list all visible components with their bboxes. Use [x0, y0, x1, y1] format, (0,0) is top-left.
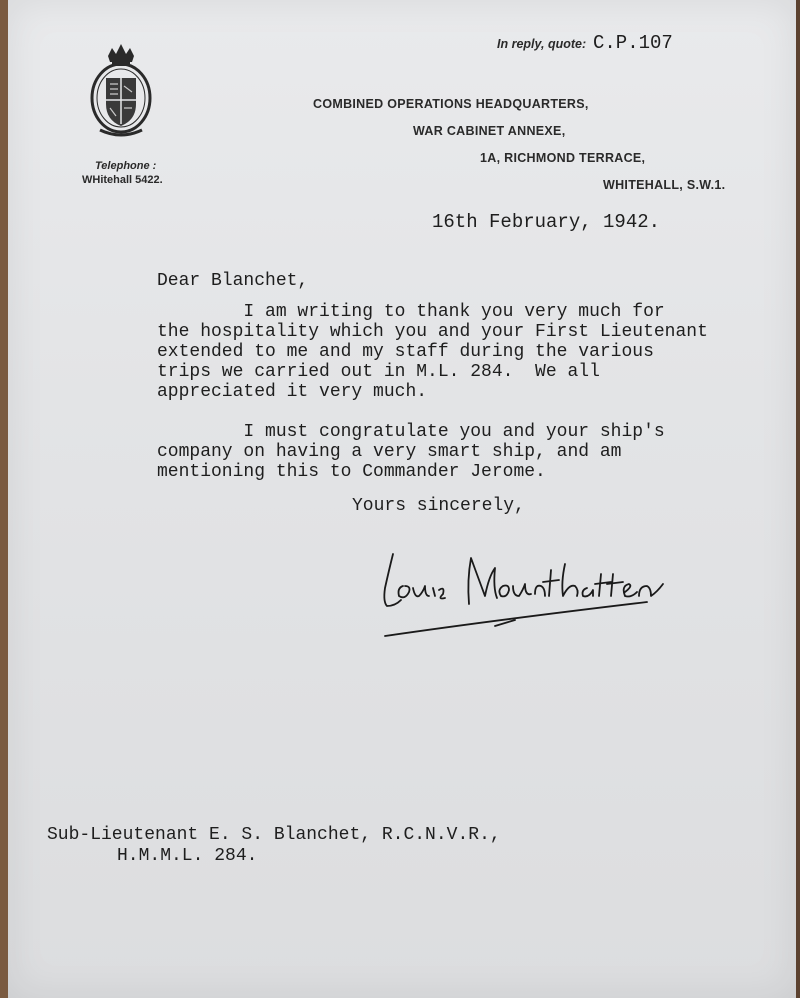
addressee-line-2: H.M.M.L. 284. [117, 846, 258, 866]
body-paragraph-2: I must congratulate you and your ship's company on having a very smart ship, and am mentioning this to Commander Jerome. [157, 422, 665, 482]
letter-date: 16th February, 1942. [432, 211, 661, 233]
letterhead-line-2: WAR CABINET ANNEXE, [413, 124, 566, 138]
addressee-line-1: Sub-Lieutenant E. S. Blanchet, R.C.N.V.R., [47, 825, 501, 845]
reference-label: In reply, quote: [497, 37, 587, 51]
royal-coat-of-arms-icon [86, 42, 156, 142]
handwritten-signature [375, 540, 675, 640]
salutation: Dear Blanchet, [157, 271, 309, 291]
telephone-label: Telephone : [95, 160, 157, 172]
body-paragraph-1: I am writing to thank you very much for the hospitality which you and your First Lieutenant extended to me and my staff during the various trips we carried out in M.L. 284. We all appreciated it very much. [157, 302, 708, 402]
letterhead-line-4: WHITEHALL, S.W.1. [603, 178, 726, 192]
letterhead-line-3: 1A, RICHMOND TERRACE, [480, 151, 646, 165]
letterhead-line-1: COMBINED OPERATIONS HEADQUARTERS, [313, 97, 589, 111]
closing: Yours sincerely, [352, 496, 525, 516]
reference-code: C.P.107 [593, 32, 673, 54]
telephone-number: WHitehall 5422. [82, 174, 163, 186]
